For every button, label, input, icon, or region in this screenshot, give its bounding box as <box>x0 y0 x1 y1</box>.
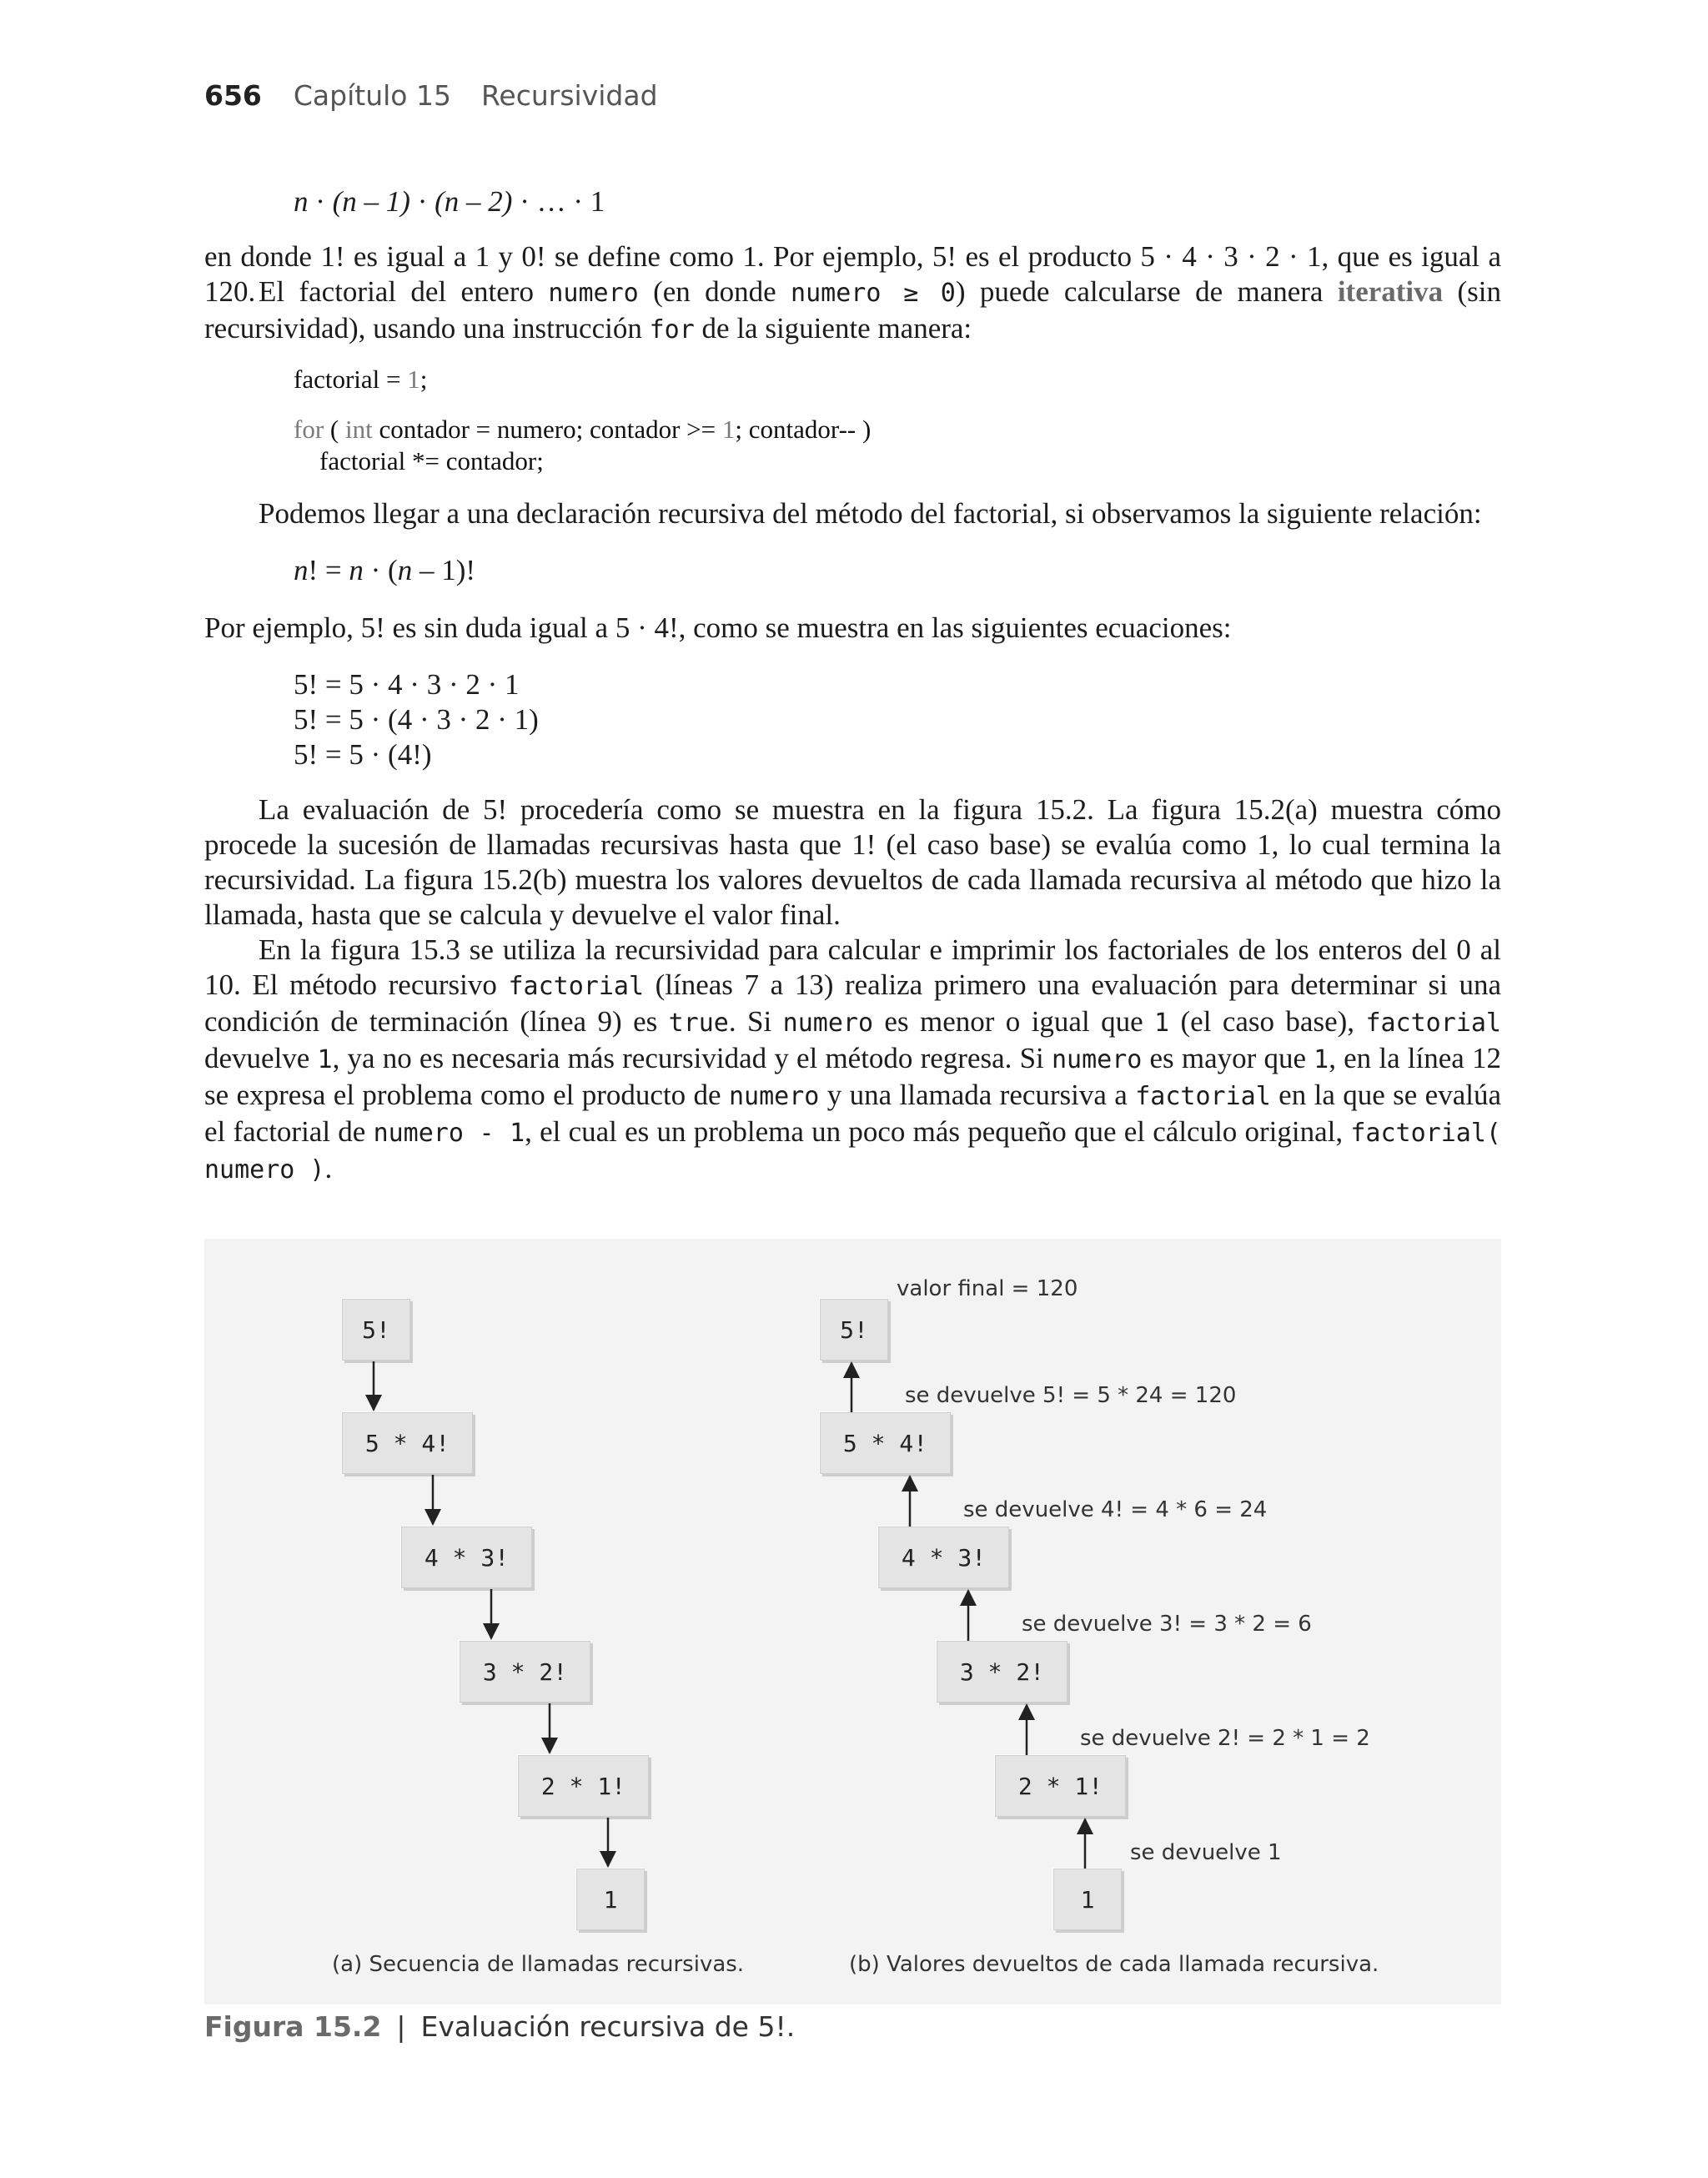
paragraph-factorial-definition: en donde 1! es igual a 1 y 0! se define como 1. Por ejemplo, 5! es el producto 5 · 4 · 3 · 2 · 1, que es igual a 120. <box>204 240 1501 308</box>
figure-number: Figura 15.2 <box>204 2010 382 2043</box>
right-box-5-times-4: 5 * 4! <box>820 1412 951 1474</box>
right-box-4-times-3: 4 * 3! <box>878 1527 1009 1588</box>
term-iterativa: iterativa <box>1337 275 1444 308</box>
code-for-loop: for ( int contador = numero; contador >= 1; contador-- ) factorial *= contador; <box>294 415 872 475</box>
paragraph-evaluation: La evaluación de 5! procedería como se muestra en la figura 15.2. La figura 15.2(a) muestra cómo procede la sucesión de llamadas recursivas hasta que 1! (el caso base) se evalúa como 1, lo cual termina la recursividad. La figura 15.2(b) muestra los valores devueltos de cada llamada recursiva al método que hizo la llamada, hasta que se calcula y devuelve el valor final. <box>204 793 1501 931</box>
return-label-3: se devuelve 3! = 3 * 2 = 6 <box>1022 1612 1312 1637</box>
caption-a: (a) Secuencia de llamadas recursivas. <box>332 1952 745 1977</box>
left-box-5-times-4: 5 * 4! <box>342 1412 473 1474</box>
right-box-2-times-1: 2 * 1! <box>995 1755 1126 1817</box>
page-number: 656 <box>204 79 262 112</box>
code-line-1: factorial = 1; <box>294 365 428 394</box>
paragraph-iterative: El factorial del entero numero (en donde numero ≥ 0) puede calcularse de manera iterativa (sin recursividad), usando una instrucción for de la siguiente manera: <box>204 275 1501 345</box>
chapter-label: Capítulo 15 <box>293 79 451 112</box>
paragraph-recursive-relation: Podemos llegar a una declaración recursiva del método del factorial, si observamos la siguiente relación: <box>259 497 1482 530</box>
equation-2: 5! = 5 · (4 · 3 · 2 · 1) <box>294 703 539 736</box>
factorial-product-formula: n · (n – 1) · (n – 2) · … · 1 <box>294 185 605 218</box>
caption-separator: | <box>396 2010 406 2043</box>
paragraph-figure-15-3: En la figura 15.3 se utiliza la recursividad para calcular e imprimir los factoriales de los enteros del 0 al 10. El método recursivo factorial (líneas 7 a 13) realiza primero una evaluación para determinar si una condición de terminación (línea 9) es true. Si numero es menor o igual que 1 (el caso base), factorial devuelve 1, ya no es necesaria más recursividad y el método regresa. Si numero es mayor que 1, en la línea 12 se expresa el problema como el producto de numero y una llamada recursiva a factorial en la que se evalúa el factorial de numero - 1, el cual es un problema un poco más pequeño que el cálculo original, factorial( numero ). <box>204 933 1502 1185</box>
figure-caption <box>204 2010 795 2043</box>
left-box-1: 1 <box>576 1869 645 1930</box>
left-box-2-times-1: 2 * 1! <box>518 1755 649 1817</box>
return-label-5: se devuelve 5! = 5 * 24 = 120 <box>905 1383 1237 1408</box>
return-label-4: se devuelve 4! = 4 * 6 = 24 <box>963 1497 1268 1522</box>
final-value-label: valor final = 120 <box>897 1276 1078 1301</box>
figure-caption-text: Evaluación recursiva de 5!. <box>420 2010 796 2043</box>
caption-b: (b) Valores devueltos de cada llamada recursiva. <box>849 1952 1379 1977</box>
left-box-4-times-3: 4 * 3! <box>401 1527 532 1588</box>
running-header <box>204 79 658 112</box>
right-box-1: 1 <box>1053 1869 1122 1930</box>
equation-1: 5! = 5 · 4 · 3 · 2 · 1 <box>294 668 520 701</box>
left-box-3-times-2: 3 * 2! <box>460 1641 590 1703</box>
return-label-2: se devuelve 2! = 2 * 1 = 2 <box>1080 1726 1370 1751</box>
chapter-title: Recursividad <box>480 79 658 112</box>
right-box-3-times-2: 3 * 2! <box>937 1641 1068 1703</box>
right-box-5-factorial: 5! <box>820 1299 888 1361</box>
equation-3: 5! = 5 · (4!) <box>294 738 432 771</box>
left-box-5-factorial: 5! <box>342 1299 410 1361</box>
return-label-1: se devuelve 1 <box>1130 1840 1282 1865</box>
paragraph-example: Por ejemplo, 5! es sin duda igual a 5 · 4!, como se muestra en las siguientes ecuaciones: <box>204 611 1232 644</box>
recursive-relation-formula: n! = n · (n – 1)! <box>294 554 476 586</box>
